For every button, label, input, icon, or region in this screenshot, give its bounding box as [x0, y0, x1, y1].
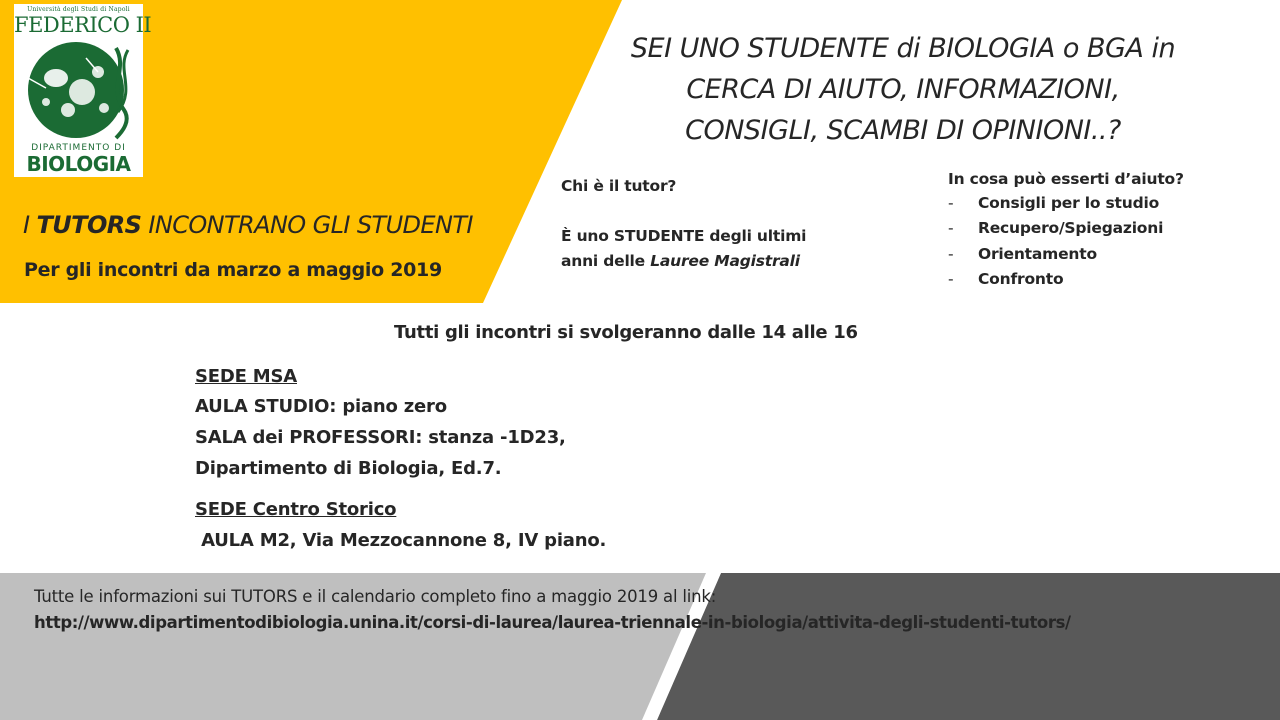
headline-line-1: SEI UNO STUDENTE di BIOLOGIA o BGA in	[630, 33, 1176, 64]
tutors-title-suffix: INCONTRANO GLI STUDENTI	[141, 211, 473, 239]
dark-gray-footer	[657, 573, 1280, 720]
logo-dept-name: BIOLOGIA	[26, 152, 131, 176]
help-item-label: Confronto	[978, 270, 1064, 288]
who-answer-prefix: anni delle	[561, 252, 651, 270]
sede-msa-line-1: AULA STUDIO: piano zero	[195, 396, 447, 417]
help-list-item	[948, 219, 1163, 237]
who-question: Chi è il tutor?	[561, 177, 677, 195]
sede-centro-title: SEDE Centro Storico	[195, 499, 397, 520]
help-question: In cosa può esserti d’aiuto?	[948, 170, 1184, 188]
sede-msa-title: SEDE MSA	[195, 366, 297, 387]
tutors-title	[23, 211, 473, 239]
list-bullet: -	[948, 270, 954, 288]
footer-link[interactable]: http://www.dipartimentodibiologia.unina.it/corsi-di-laurea/laurea-triennale-in-biologia/attivita-degli-studenti-tutors/	[34, 613, 1071, 632]
help-list-item	[948, 270, 1063, 288]
help-list-item	[948, 245, 1097, 263]
list-bullet: -	[948, 219, 954, 237]
sede-centro-line-1: AULA M2, Via Mezzocannone 8, IV piano.	[195, 530, 607, 551]
list-bullet: -	[948, 194, 954, 212]
help-item-label: Recupero/Spiegazioni	[978, 219, 1164, 237]
headline-line-2: CERCA DI AIUTO, INFORMAZIONI,	[686, 74, 1120, 105]
who-answer-line-1: È uno STUDENTE degli ultimi	[561, 227, 807, 245]
logo-federico-text: FEDERICO II	[14, 13, 152, 37]
sede-msa-line-3: Dipartimento di Biologia, Ed.7.	[195, 458, 502, 479]
headline	[600, 28, 1206, 151]
help-list-item	[948, 194, 1159, 212]
tutors-title-prefix: I	[23, 211, 37, 239]
headline-line-3: CONSIGLI, SCAMBI DI OPINIONI..?	[685, 115, 1121, 146]
tutors-title-bold: TUTORS	[36, 211, 142, 239]
date-range: Per gli incontri da marzo a maggio 2019	[24, 259, 442, 281]
footer-info-text: Tutte le informazioni sui TUTORS e il calendario completo fino a maggio 2019 al link:	[34, 587, 717, 606]
schedule-text: Tutti gli incontri si svolgeranno dalle 14 alle 16	[394, 322, 858, 343]
help-item-label: Orientamento	[978, 245, 1097, 263]
list-bullet: -	[948, 245, 954, 263]
sede-msa-line-2: SALA dei PROFESSORI: stanza -1D23,	[195, 427, 566, 448]
logo-dept-label: DIPARTIMENTO DI	[31, 143, 126, 153]
who-answer-line-2	[561, 249, 800, 274]
who-answer-italic: Lauree Magistrali	[650, 252, 800, 270]
biology-emblem-icon	[16, 38, 141, 142]
department-logo	[14, 4, 152, 177]
logo-university-text: Università degli Studi di Napoli	[27, 6, 130, 13]
help-item-label: Consigli per lo studio	[978, 194, 1160, 212]
